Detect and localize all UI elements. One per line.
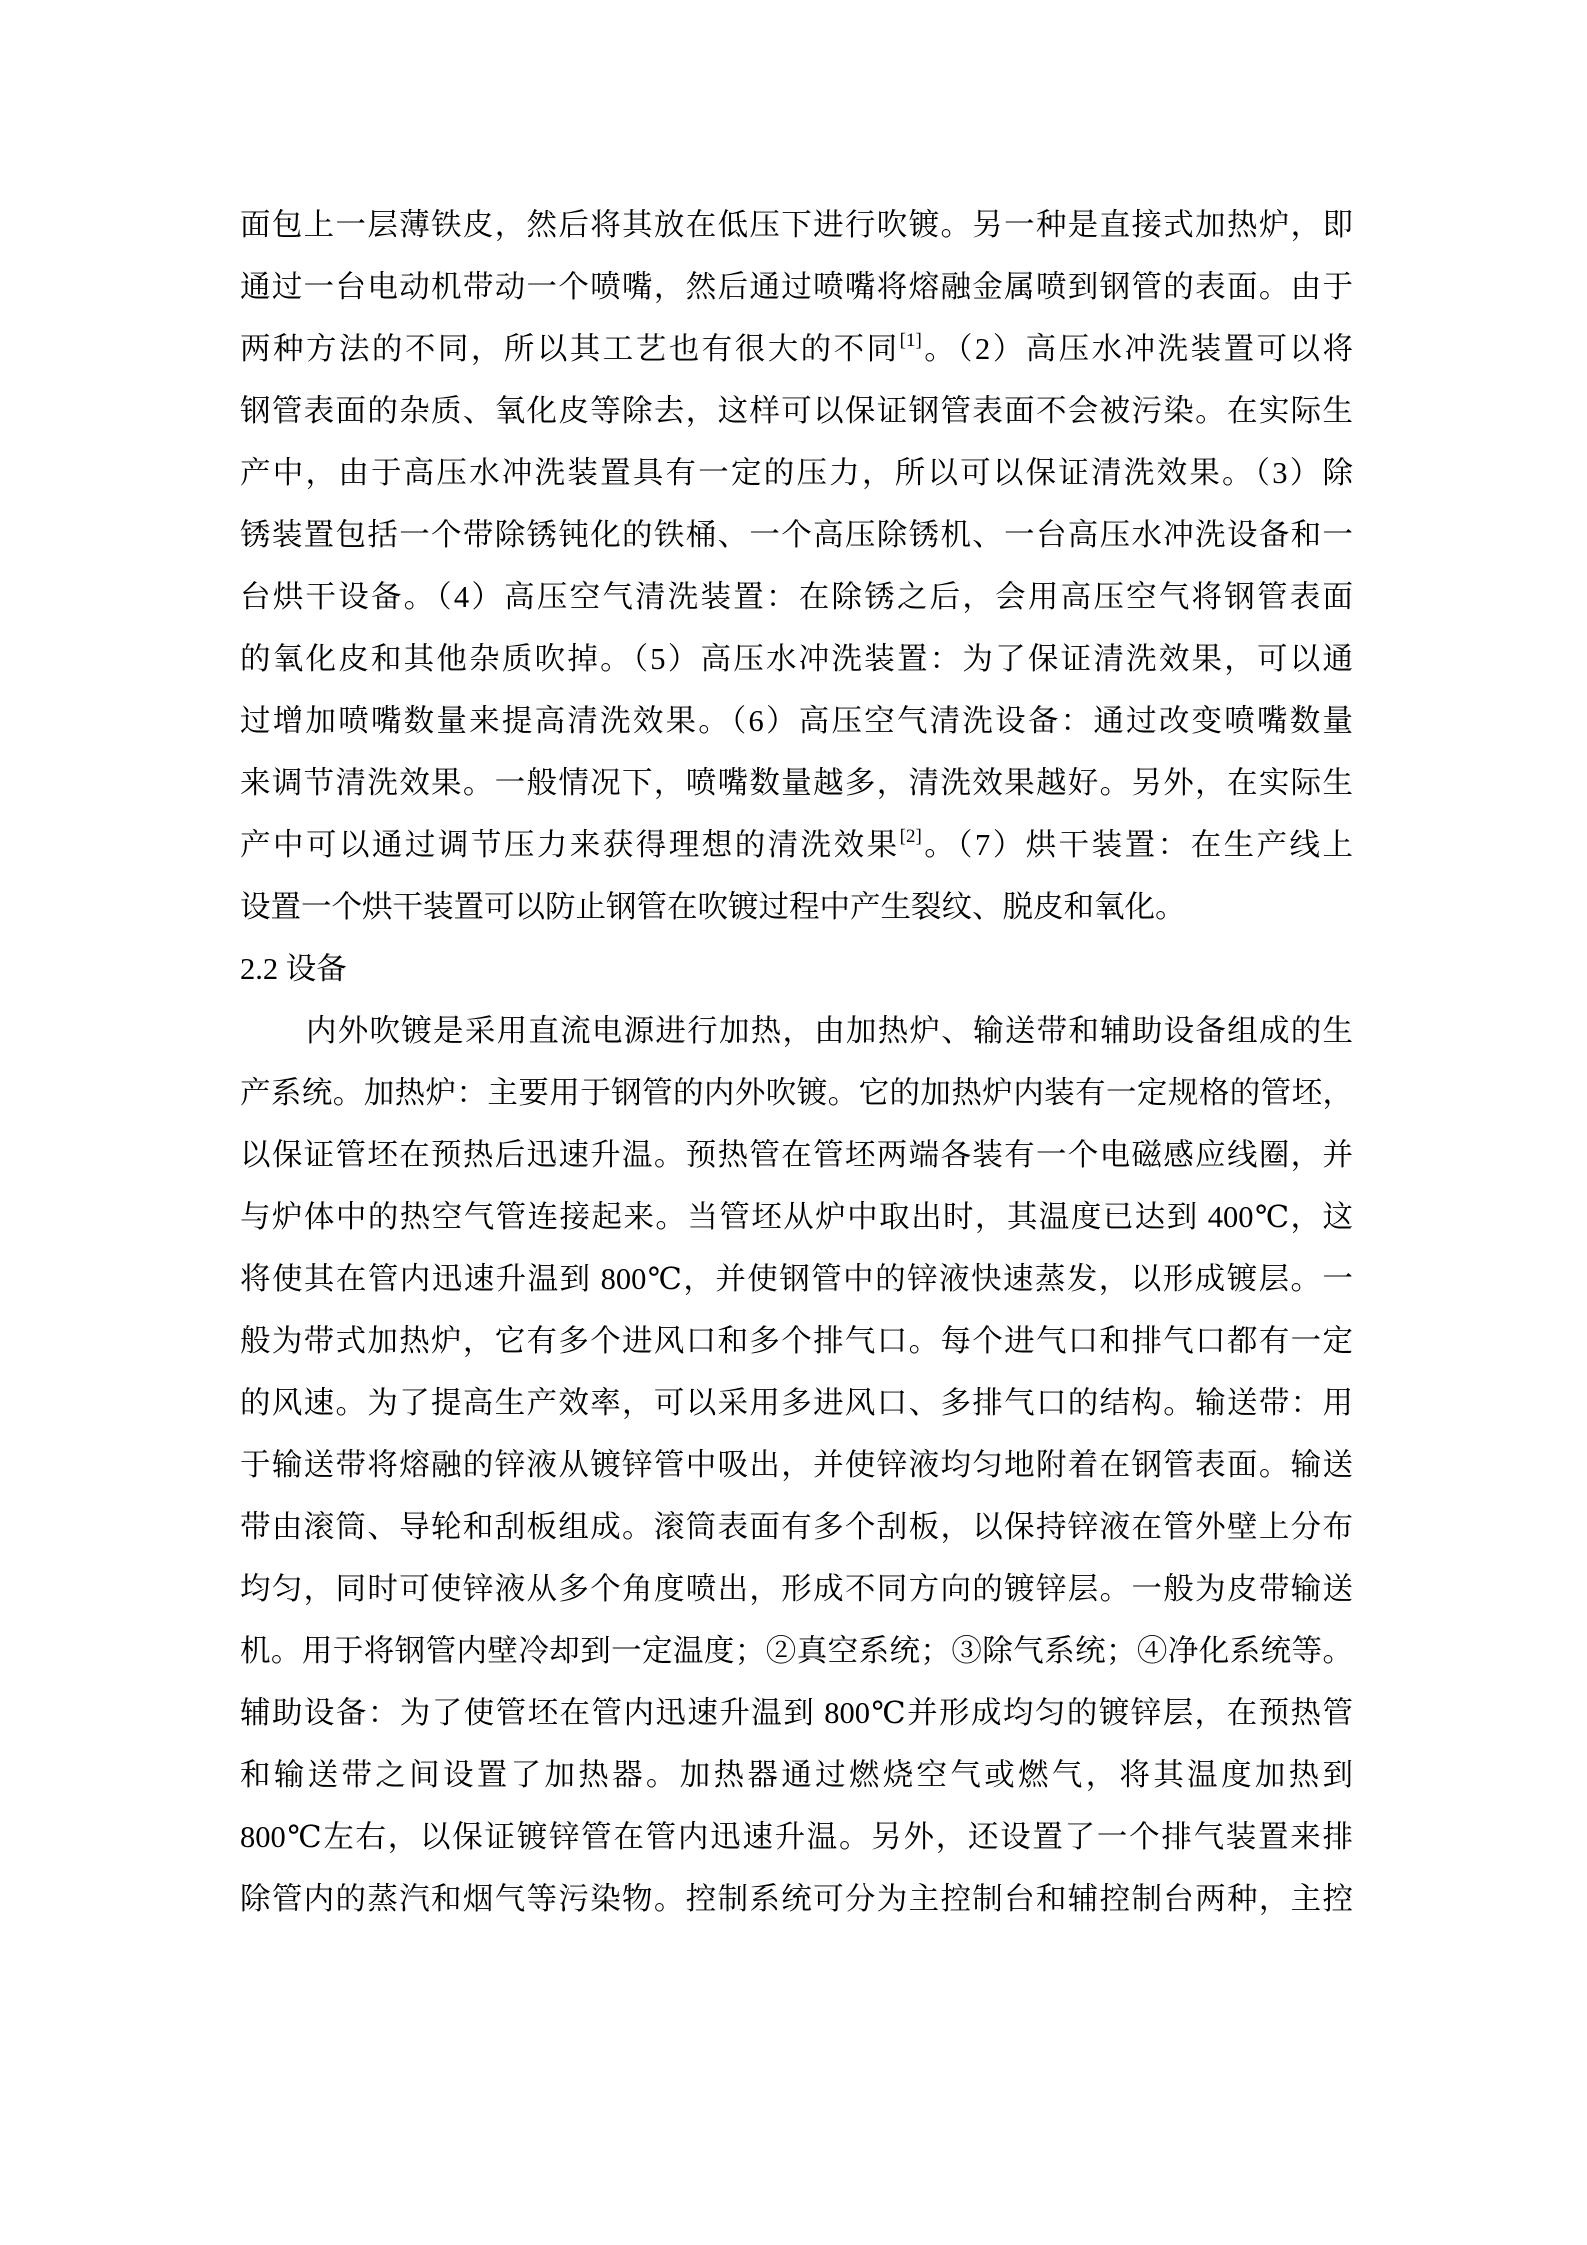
text-line: [240, 1558, 1353, 1620]
text-line: [240, 1310, 1353, 1372]
text-segment: 的风速。为了提高生产效率，可以采用多进风口、多排气口的结构。输送带：用: [240, 1386, 1353, 1420]
text-line: [240, 1186, 1353, 1248]
text-line: [240, 318, 1353, 380]
text-segment: 于输送带将熔融的锌液从镀锌管中吸出，并使锌液均匀地附着在钢管表面。输送: [240, 1448, 1353, 1482]
text-line: [240, 1248, 1353, 1310]
text-segment: 均匀，同时可使锌液从多个角度喷出，形成不同方向的镀锌层。一般为皮带输送: [240, 1572, 1353, 1606]
text-segment: 800℃左右，以保证镀锌管在管内迅速升温。另外，还设置了一个排气装置来排: [240, 1820, 1353, 1854]
text-line: [240, 814, 1353, 876]
text-segment: 通过一台电动机带动一个喷嘴，然后通过喷嘴将熔融金属喷到钢管的表面。由于: [240, 270, 1353, 304]
text-segment: 和输送带之间设置了加热器。加热器通过燃烧空气或燃气，将其温度加热到: [240, 1758, 1353, 1792]
text-segment: 过增加喷嘴数量来提高清洗效果。（6）高压空气清洗设备：通过改变喷嘴数量: [240, 704, 1353, 738]
text-segment: 产中，由于高压水冲洗装置具有一定的压力，所以可以保证清洗效果。（3）除: [240, 456, 1353, 490]
text-line: [240, 1806, 1353, 1868]
text-line: [240, 752, 1353, 814]
text-segment: 与炉体中的热空气管连接起来。当管坯从炉中取出时，其温度已达到 400℃，这: [240, 1200, 1353, 1234]
text-block: [240, 194, 1353, 1930]
text-segment: 般为带式加热炉，它有多个进风口和多个排气口。每个进气口和排气口都有一定: [240, 1324, 1353, 1358]
text-line: [240, 194, 1353, 256]
text-segment: 内外吹镀是采用直流电源进行加热，由加热炉、输送带和辅助设备组成的生: [306, 1014, 1353, 1048]
citation-superscript: [1]: [899, 329, 922, 351]
text-segment: 两种方法的不同，所以其工艺也有很大的不同: [240, 332, 900, 366]
section-heading: [240, 938, 1353, 1000]
text-line: [240, 256, 1353, 318]
text-line: [240, 1062, 1353, 1124]
text-segment: 机。用于将钢管内壁冷却到一定温度；②真空系统；③除气系统；④净化系统等。: [240, 1634, 1353, 1668]
text-line: [240, 442, 1353, 504]
text-segment: 锈装置包括一个带除锈钝化的铁桶、一个高压除锈机、一台高压水冲洗设备和一: [240, 518, 1353, 552]
text-line: [240, 380, 1353, 442]
text-segment: 来调节清洗效果。一般情况下，喷嘴数量越多，清洗效果越好。另外，在实际生: [240, 766, 1353, 800]
text-line: [240, 504, 1353, 566]
text-segment: 产中可以通过调节压力来获得理想的清洗效果: [240, 828, 900, 862]
text-line: [240, 876, 1353, 938]
citation-superscript: [2]: [899, 825, 922, 847]
text-segment: 面包上一层薄铁皮，然后将其放在低压下进行吹镀。另一种是直接式加热炉，即: [240, 208, 1353, 242]
text-segment: 。（7）烘干装置：在生产线上: [921, 828, 1354, 862]
text-segment: 带由滚筒、导轮和刮板组成。滚筒表面有多个刮板，以保持锌液在管外壁上分布: [240, 1510, 1353, 1544]
text-segment: 产系统。加热炉：主要用于钢管的内外吹镀。它的加热炉内装有一定规格的管坯，: [240, 1076, 1353, 1110]
text-segment: 2.2 设备: [240, 952, 347, 986]
text-line: [240, 1372, 1353, 1434]
text-line: [240, 628, 1353, 690]
text-segment: 以保证管坯在预热后迅速升温。预热管在管坯两端各装有一个电磁感应线圈，并: [240, 1138, 1353, 1172]
text-line: [240, 1434, 1353, 1496]
text-line: [240, 1496, 1353, 1558]
text-line: [240, 1000, 1353, 1062]
text-line: [240, 1868, 1353, 1930]
text-line: [240, 566, 1353, 628]
text-line: [240, 1124, 1353, 1186]
text-line: [240, 1682, 1353, 1744]
text-line: [240, 690, 1353, 752]
text-line: [240, 1744, 1353, 1806]
text-segment: 台烘干设备。（4）高压空气清洗装置：在除锈之后，会用高压空气将钢管表面: [240, 580, 1353, 614]
text-segment: 设置一个烘干装置可以防止钢管在吹镀过程中产生裂纹、脱皮和氧化。: [240, 890, 1186, 924]
text-segment: 除管内的蒸汽和烟气等污染物。控制系统可分为主控制台和辅控制台两种，主控: [240, 1882, 1353, 1916]
text-segment: 的氧化皮和其他杂质吹掉。（5）高压水冲洗装置：为了保证清洗效果，可以通: [240, 642, 1353, 676]
text-segment: 将使其在管内迅速升温到 800℃，并使钢管中的锌液快速蒸发，以形成镀层。一: [240, 1262, 1353, 1296]
text-line: [240, 1620, 1353, 1682]
text-segment: 。（2）高压水冲洗装置可以将: [921, 332, 1354, 366]
text-segment: 辅助设备：为了使管坯在管内迅速升温到 800℃并形成均匀的镀锌层，在预热管: [240, 1696, 1353, 1730]
text-segment: 钢管表面的杂质、氧化皮等除去，这样可以保证钢管表面不会被污染。在实际生: [240, 394, 1353, 428]
